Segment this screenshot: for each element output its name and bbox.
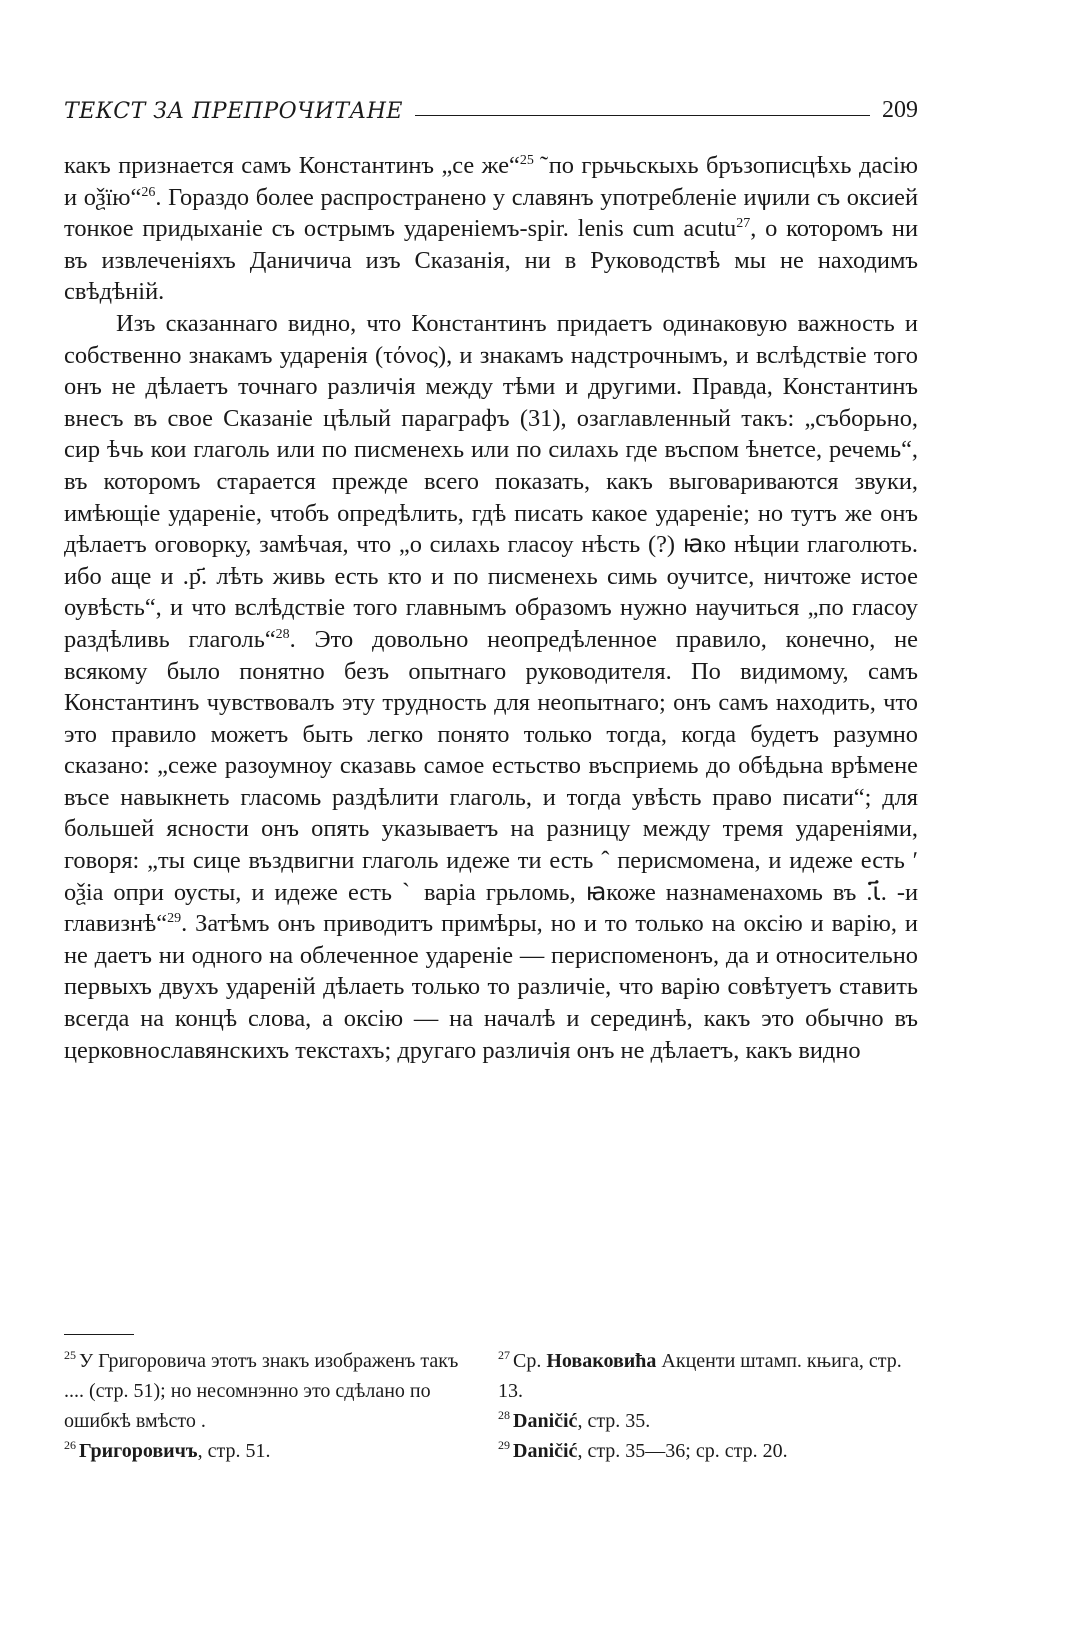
p2-text-b: . Это довольно неопредѣленное правило, конечно, не всякому было понятно безъ опытнаго руководителя. По видимому, самъ Константинъ чувствовалъ эту трудность для неопытнаго; онъ самъ находить, что это правило можетъ быть легко понято только тогда, когда будетъ разумно сказано: „сеже разоумноу сказавь самое естьство въсприемь до обѣдьна врѣмене въсе навыкнеть гласомь раздѣлити глаголь, и тогда увѣсть право писати“; для большей ясности онъ опять указываетъ на разницу между тремя удареніями, говоря: „ты сице въздвигни глаголь идеже ти есть ˆ перисмомена, и идеже есть ʹ оѯіа опри оусты, и идеже есть ˋ варіа грьломь, ꙗкоже назнаменахомь въ .ꙇ҃. -и главизнѣ“ [64, 625, 918, 938]
footnote-25 [64, 1346, 474, 1436]
footnote-27 [498, 1346, 918, 1406]
footnote-27-number: 27 [498, 1348, 510, 1363]
footnote-28 [498, 1406, 918, 1436]
footnote-26 [64, 1436, 474, 1466]
footnote-25-text: У Григоровича этотъ знакъ изображенъ такъ .... (стр. 51); но несомнэнно это сдѣлано по ошибкѣ вмѣсто . [64, 1350, 459, 1432]
footnote-29-author: Daničić [513, 1440, 578, 1462]
footnotes-right-column [498, 1346, 918, 1466]
footnote-26-author: Григоровичъ [79, 1440, 198, 1462]
paragraph-2 [64, 308, 918, 1066]
p2-text-c: . Затѣмъ онъ приводитъ примѣры, но и то только на оксію и варію, и не даетъ ни одного на облеченное удареніе — периспоменонъ, да и относительно первыхъ двухъ ударенiй дѣлаеть только то различіе, что варію совѣтуетъ ставить всегда на концѣ слова, а оксію — на началѣ и серединѣ, какъ это обычно въ церковнославянскихъ текстахъ; другаго различія онъ не дѣлаетъ, какъ видно [64, 910, 918, 1064]
footnotes [64, 1346, 924, 1466]
header-rule [415, 115, 870, 116]
footnote-ref-27: 27 [736, 216, 751, 232]
running-title: ТЕКСТ ЗА ПРЕПРОЧИТАНЕ [64, 99, 403, 124]
p2-text-a: Изъ сказаннаго видно, что Константинъ придаетъ одинаковую важность и собственно знакамъ ударенія (τόνος), и знакамъ надстрочнымъ, и вслѣдствіе того онъ не дѣлаетъ точнаго различія между тѣми и другими. Правда, Константинъ внесъ въ свое Сказаніе цѣлый параграфъ (31), озаглавленный такъ: „съборьно, сир ѣчь кои глаголь или по писменехь или по силахь где въспом ѣнетсе, речемь“, въ которомъ старается прежде всего показать, какъ выговариваются звуки, имѣющіе удареніе, чтобъ опредѣлить, гдѣ писать какое удареніе; но тутъ же онъ дѣлаетъ оговорку, замѣчая, что „о силахь гласоу нѣсть (?) ꙗко нѣции глаголють. ибо аще и .р҃. лѣть живь есть кто и по писменехь симь оучитсе, ничтоже истое оувѣсть“, и что вслѣдствіе того главнымъ образомъ нужно научиться „по гласоу раздѣливь глаголь“ [64, 309, 918, 653]
p1-text-a: какъ признается самъ Константинъ „се же“ [64, 152, 520, 179]
p1-text-d: , о которомъ ни въ извлеченіяхъ Даничича изъ Сказанія, ни в Руководствѣ мы не находимъ свѣдѣній. [64, 215, 918, 306]
footnotes-left-column [64, 1346, 474, 1466]
footnote-28-text: , стр. 35. [577, 1410, 651, 1432]
footnote-27-prefix: Ср. [513, 1350, 547, 1372]
footnote-28-number: 28 [498, 1408, 510, 1423]
p1-text-c: . Гораздо более распространено у славянъ употребленіе иѱили съ оксией тонкое придыханіе съ острымъ удареніемъ-spir. lenis cum acutu [64, 183, 919, 243]
footnote-27-text: Акценти штамп. књига, стр. 13. [498, 1350, 902, 1402]
footnote-29-text: , стр. 35—36; ср. стр. 20. [577, 1440, 788, 1462]
footnote-29-number: 29 [498, 1438, 510, 1453]
page-number: 209 [882, 97, 918, 123]
main-text [64, 150, 918, 1066]
footnote-26-number: 26 [64, 1438, 76, 1453]
footnote-ref-25: 25 [519, 152, 534, 168]
running-header [64, 84, 918, 124]
p1-text-b: ̃ по грьчьскыхь бръзописцѣхь дасію и оѯїю“ [64, 152, 918, 211]
paragraph-1 [64, 150, 918, 308]
footnote-29 [498, 1436, 918, 1466]
footnote-ref-26: 26 [141, 184, 156, 200]
footnote-27-author: Новаковића [546, 1350, 657, 1372]
footnote-ref-29: 29 [167, 911, 182, 927]
footnote-rule [64, 1334, 134, 1335]
footnote-28-author: Daničić [513, 1410, 578, 1432]
footnote-26-text: , стр. 51. [197, 1440, 271, 1462]
footnote-25-number: 25 [64, 1348, 76, 1363]
footnote-ref-28: 28 [275, 626, 290, 642]
